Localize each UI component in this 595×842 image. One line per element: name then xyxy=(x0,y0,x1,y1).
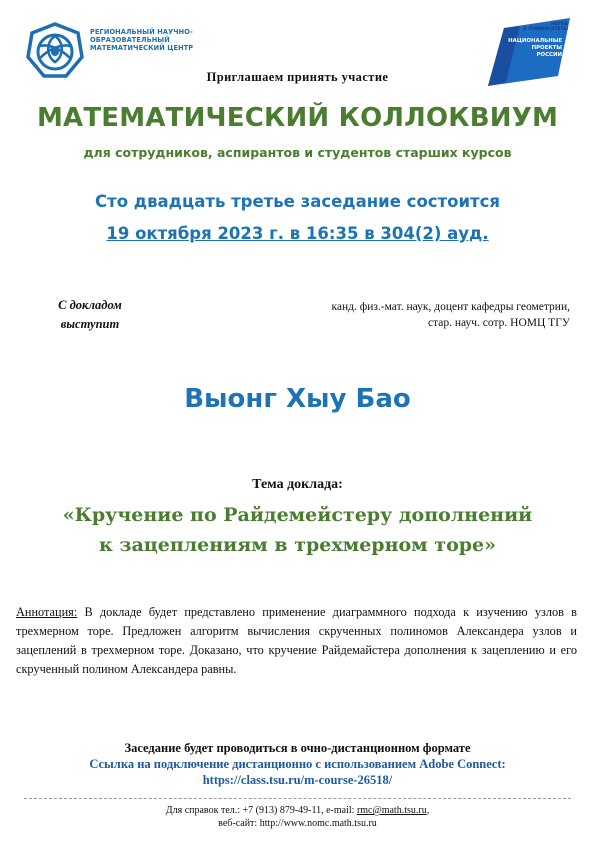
contacts xyxy=(0,804,595,830)
event-subtitle: для сотрудников, аспирантов и студентов старших курсов xyxy=(83,145,512,160)
speaker-intro xyxy=(40,296,140,334)
speaker-position-line-1: канд. физ.-мат. наук, доцент кафедры геометрии, xyxy=(331,301,570,313)
org-name: РЕГИОНАЛЬНЫЙ НАУЧНО-ОБРАЗОВАТЕЛЬНЫЙ МАТЕМАТИЧЕСКИЙ ЦЕНТР xyxy=(90,28,194,53)
speaker-position xyxy=(250,299,570,331)
contacts-email-link[interactable]: rmc@math.tsu.ru xyxy=(356,805,427,816)
contacts-phone: Для справок тел.: +7 (913) 879-49-11, e-mail: xyxy=(165,805,357,816)
topic-title-line-1: «Кручение по Райдемейстеру дополнений xyxy=(62,504,533,526)
speaker-intro-line-2: выступит xyxy=(60,317,120,331)
session-line: Сто двадцать третье заседание состоится xyxy=(95,192,500,211)
np-line-1: НАУКА xyxy=(550,22,568,27)
np-line-2: И УНИВЕРСИТЕТЫ xyxy=(523,27,568,32)
invite-line: Приглашаем принять участие xyxy=(206,70,389,84)
event-title: МАТЕМАТИЧЕСКИЙ КОЛЛОКВИУМ xyxy=(36,103,559,133)
np-line-3: НАЦИОНАЛЬНЫЕ xyxy=(508,38,562,44)
contacts-line-1 xyxy=(0,804,595,817)
session-datetime: 19 октября 2023 г. в 16:35 в 304(2) ауд. xyxy=(106,224,489,243)
abstract-text: В докладе будет представлено применение диаграммного подхода к изучению узлов в трехмерном торе. Предложен алгоритм вычисления скрученных полиномов Александера узлов и зацеплений в трехмерном торе. Доказано, что кручение Райдемайстера дополнения к зацеплению и его скрученный полином Александера равны. xyxy=(16,605,577,676)
adobe-connect-link[interactable]: https://class.tsu.ru/m-course-26518/ xyxy=(202,773,393,787)
topic-label: Тема доклада: xyxy=(252,477,343,492)
abstract-label: Аннотация: xyxy=(16,605,78,619)
speaker-name: Выонг Хыу Бао xyxy=(184,384,411,414)
abstract xyxy=(16,603,577,679)
topic-title-line-2: к зацеплениям в трехмерном торе» xyxy=(98,534,496,556)
link-label: Ссылка на подключение дистанционно с использованием Adobe Connect: xyxy=(89,757,506,771)
contacts-website-link[interactable]: веб-сайт: http://www.nomc.math.tsu.ru xyxy=(218,818,377,829)
contacts-comma: , xyxy=(426,805,430,816)
format-note: Заседание будет проводиться в очно-дистанционном формате xyxy=(124,741,471,755)
topic-title xyxy=(0,500,595,560)
speaker-position-line-2: стар. науч. сотр. НОМЦ ТГУ xyxy=(427,317,570,329)
footer-divider xyxy=(24,798,571,799)
speaker-intro-line-1: С докладом xyxy=(58,298,122,312)
np-line-5: РОССИИ xyxy=(536,52,562,58)
np-line-4: ПРОЕКТЫ xyxy=(531,45,562,51)
